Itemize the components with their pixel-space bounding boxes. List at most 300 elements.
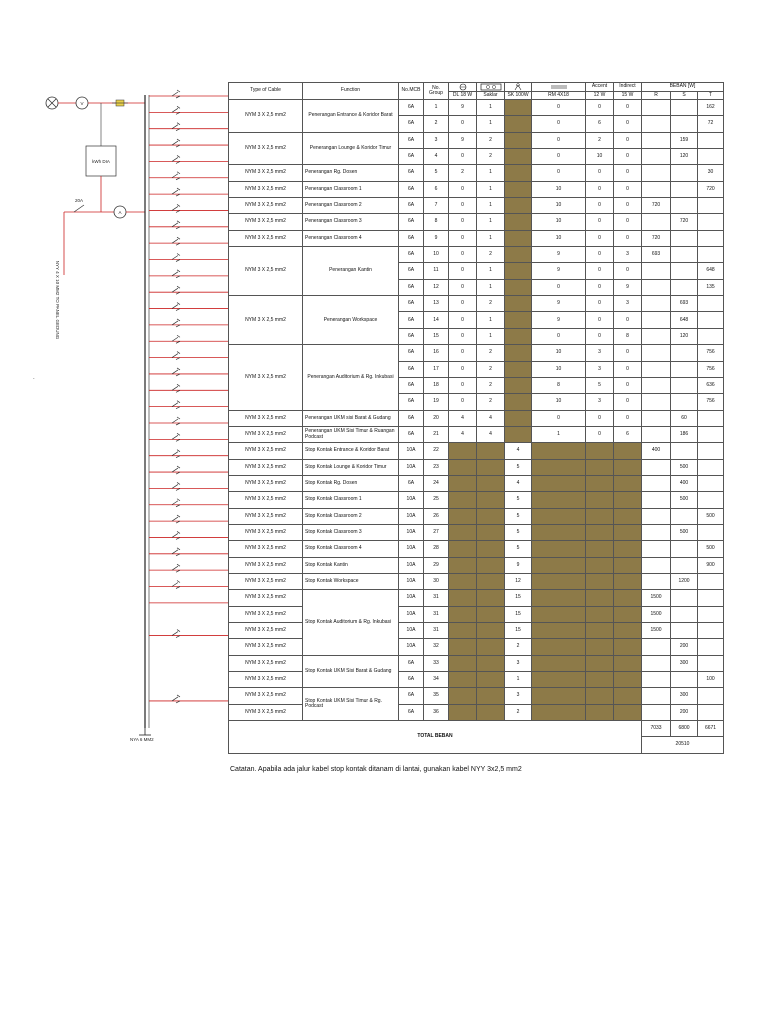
cell-load-s	[671, 557, 698, 573]
col-dl18: DL 18 W	[449, 92, 477, 100]
cell-group: 13	[424, 296, 449, 312]
cell-saklar	[477, 524, 505, 540]
cell-function: Stop Kontak Classroom 2	[303, 508, 399, 524]
cell-indirect: 0	[614, 230, 642, 246]
cell-accent	[586, 590, 614, 606]
cell-load-s	[671, 606, 698, 622]
cell-cable: NYM 3 X 2,5 mm2	[229, 296, 303, 345]
cell-load-s	[671, 541, 698, 557]
cell-dl18	[449, 475, 477, 491]
cell-function: Stop Kontak Classroom 3	[303, 524, 399, 540]
cell-accent: 5	[586, 377, 614, 393]
cell-load-s: 120	[671, 149, 698, 165]
socket-icon	[505, 83, 532, 92]
cell-load-s	[671, 443, 698, 459]
cell-dl18: 0	[449, 181, 477, 197]
single-line-diagram	[0, 0, 228, 745]
table-row	[229, 165, 724, 181]
cell-saklar: 1	[477, 214, 505, 230]
cell-load-r	[642, 132, 671, 148]
cell-sk100	[505, 426, 532, 442]
cell-saklar: 1	[477, 116, 505, 132]
cell-cable: NYM 3 X 2,5 mm2	[229, 214, 303, 230]
cell-function: Stop Kontak UKM Sisi Timur & Rg. Podcast	[303, 688, 399, 721]
cell-load-t: 30	[698, 165, 724, 181]
cell-saklar: 2	[477, 361, 505, 377]
cell-mcb: 6A	[399, 279, 424, 295]
cell-dl18	[449, 590, 477, 606]
cell-sk100: 1	[505, 672, 532, 688]
breaker-symbol-icon	[172, 630, 180, 638]
cell-sk100	[505, 410, 532, 426]
side-mark: -	[33, 376, 35, 381]
cell-group: 19	[424, 394, 449, 410]
cell-mcb: 10A	[399, 524, 424, 540]
cell-indirect: 0	[614, 263, 642, 279]
cell-saklar	[477, 443, 505, 459]
cell-rm4x18	[532, 475, 586, 491]
cell-mcb: 10A	[399, 606, 424, 622]
cell-load-t: 72	[698, 116, 724, 132]
cell-load-s	[671, 181, 698, 197]
cell-rm4x18: 9	[532, 263, 586, 279]
cell-mcb: 6A	[399, 426, 424, 442]
col-function: Function	[303, 83, 399, 100]
cell-accent	[586, 541, 614, 557]
cell-group: 22	[424, 443, 449, 459]
cell-dl18: 0	[449, 230, 477, 246]
col-rm4x18: RM 4X18	[532, 92, 586, 100]
cell-sk100	[505, 198, 532, 214]
cell-load-s: 400	[671, 475, 698, 491]
cell-load-r	[642, 312, 671, 328]
cell-saklar: 1	[477, 279, 505, 295]
cell-cable: NYM 3 X 2,5 mm2	[229, 508, 303, 524]
cell-load-r	[642, 116, 671, 132]
cell-rm4x18: 10	[532, 345, 586, 361]
total-label: TOTAL BEBAN	[229, 721, 642, 754]
cell-load-r	[642, 165, 671, 181]
cell-cable: NYM 3 X 2,5 mm2	[229, 688, 303, 704]
cell-indirect	[614, 672, 642, 688]
cell-load-s: 200	[671, 639, 698, 655]
cell-dl18	[449, 541, 477, 557]
ammeter-icon	[114, 206, 126, 218]
cell-load-s	[671, 263, 698, 279]
cell-group: 15	[424, 328, 449, 344]
cell-group: 33	[424, 655, 449, 671]
cell-dl18: 0	[449, 279, 477, 295]
cell-indirect: 0	[614, 149, 642, 165]
cell-load-s	[671, 590, 698, 606]
cell-load-s: 500	[671, 524, 698, 540]
cell-accent	[586, 573, 614, 589]
cell-load-r	[642, 296, 671, 312]
cell-indirect: 0	[614, 361, 642, 377]
cell-load-t	[698, 573, 724, 589]
cell-dl18: 0	[449, 361, 477, 377]
cell-saklar	[477, 606, 505, 622]
cell-load-r	[642, 279, 671, 295]
cell-sk100: 5	[505, 459, 532, 475]
cell-saklar	[477, 672, 505, 688]
cell-load-r	[642, 639, 671, 655]
cell-accent: 0	[586, 181, 614, 197]
cell-dl18: 0	[449, 328, 477, 344]
cell-accent: 3	[586, 345, 614, 361]
cell-indirect	[614, 704, 642, 720]
cell-rm4x18: 8	[532, 377, 586, 393]
fuse-icon	[112, 100, 128, 106]
cell-rm4x18: 1	[532, 426, 586, 442]
cell-load-t	[698, 198, 724, 214]
fluorescent-lamp-icon	[532, 83, 586, 92]
cell-load-r	[642, 459, 671, 475]
cell-load-s: 300	[671, 688, 698, 704]
cell-indirect	[614, 606, 642, 622]
cell-load-r: 1500	[642, 590, 671, 606]
cell-saklar: 2	[477, 345, 505, 361]
breaker-symbol-icon	[172, 450, 180, 458]
cell-dl18	[449, 524, 477, 540]
cell-load-s	[671, 247, 698, 263]
cell-load-r	[642, 263, 671, 279]
breaker-symbol-icon	[172, 564, 180, 572]
table-row	[229, 132, 724, 148]
cell-rm4x18	[532, 508, 586, 524]
cell-dl18: 0	[449, 394, 477, 410]
cell-mcb: 6A	[399, 247, 424, 263]
cell-accent: 6	[586, 116, 614, 132]
cell-sk100	[505, 312, 532, 328]
cell-indirect	[614, 623, 642, 639]
cell-function: Penerangan Lounge & Koridor Timur	[303, 132, 399, 165]
cell-sk100	[505, 345, 532, 361]
cell-cable: NYM 3 X 2,5 mm2	[229, 247, 303, 296]
table-row	[229, 475, 724, 491]
cell-dl18	[449, 557, 477, 573]
table-row	[229, 459, 724, 475]
cell-saklar	[477, 688, 505, 704]
cell-load-s: 720	[671, 214, 698, 230]
cell-mcb: 6A	[399, 410, 424, 426]
breaker-symbol-icon	[172, 531, 180, 539]
cell-cable: NYM 3 X 2,5 mm2	[229, 165, 303, 181]
cell-rm4x18	[532, 573, 586, 589]
kwh-meter-label: kWh DIA	[92, 159, 110, 164]
cell-rm4x18	[532, 443, 586, 459]
cell-sk100: 5	[505, 492, 532, 508]
cell-saklar: 1	[477, 328, 505, 344]
table-row	[229, 296, 724, 312]
cell-saklar	[477, 655, 505, 671]
cell-load-t	[698, 149, 724, 165]
cell-cable: NYM 3 X 2,5 mm2	[229, 623, 303, 639]
cell-sk100	[505, 279, 532, 295]
cell-rm4x18: 0	[532, 116, 586, 132]
cell-mcb: 10A	[399, 590, 424, 606]
cell-accent: 10	[586, 149, 614, 165]
cell-mcb: 10A	[399, 508, 424, 524]
cell-load-t: 100	[698, 672, 724, 688]
cell-cable: NYM 3 X 2,5 mm2	[229, 639, 303, 655]
cell-indirect	[614, 590, 642, 606]
cell-rm4x18: 10	[532, 214, 586, 230]
cell-group: 27	[424, 524, 449, 540]
cell-accent	[586, 459, 614, 475]
cell-function: Penerangan UKM Sisi Timur & Ruangan Podcast	[303, 426, 399, 442]
cell-sk100: 15	[505, 623, 532, 639]
cell-group: 14	[424, 312, 449, 328]
cell-saklar: 1	[477, 312, 505, 328]
cell-sk100	[505, 361, 532, 377]
cell-cable: NYM 3 X 2,5 mm2	[229, 606, 303, 622]
cell-dl18: 4	[449, 426, 477, 442]
cell-load-s	[671, 279, 698, 295]
cell-mcb: 6A	[399, 688, 424, 704]
table-row	[229, 345, 724, 361]
cell-group: 8	[424, 214, 449, 230]
cell-saklar: 4	[477, 426, 505, 442]
cell-mcb: 10A	[399, 459, 424, 475]
cell-function: Penerangan Auditorium & Rg. Inkubasi	[303, 345, 399, 410]
cell-load-s	[671, 198, 698, 214]
breaker-symbol-icon	[172, 221, 180, 229]
feeder-cable-label: NYY 4 X 10 MM2 TO PANEL GEDUNG	[55, 260, 60, 340]
cell-function: Stop Kontak Classroom 1	[303, 492, 399, 508]
cell-saklar	[477, 623, 505, 639]
voltmeter-icon	[76, 97, 88, 109]
cell-dl18	[449, 508, 477, 524]
table-row	[229, 573, 724, 589]
cell-load-t: 500	[698, 541, 724, 557]
cell-load-t: 756	[698, 394, 724, 410]
cell-rm4x18: 0	[532, 328, 586, 344]
cell-mcb: 6A	[399, 100, 424, 116]
cell-sk100: 4	[505, 475, 532, 491]
cell-load-r	[642, 410, 671, 426]
cell-sk100	[505, 149, 532, 165]
breaker-symbol-icon	[172, 319, 180, 327]
cell-indirect: 0	[614, 312, 642, 328]
branch-breakers	[149, 90, 228, 703]
cell-load-t	[698, 443, 724, 459]
cell-saklar	[477, 541, 505, 557]
cell-saklar: 1	[477, 263, 505, 279]
cell-load-r	[642, 345, 671, 361]
cell-load-r	[642, 394, 671, 410]
cell-group: 3	[424, 132, 449, 148]
cell-dl18	[449, 704, 477, 720]
cell-group: 24	[424, 475, 449, 491]
cell-accent	[586, 492, 614, 508]
breaker-symbol-icon	[172, 466, 180, 474]
cell-accent	[586, 557, 614, 573]
cell-dl18: 0	[449, 345, 477, 361]
breaker-symbol-icon	[172, 90, 180, 98]
breaker-symbol-icon	[172, 172, 180, 180]
cell-load-s	[671, 100, 698, 116]
cell-sk100: 15	[505, 606, 532, 622]
cell-load-s	[671, 361, 698, 377]
cell-group: 18	[424, 377, 449, 393]
cell-cable: NYM 3 X 2,5 mm2	[229, 557, 303, 573]
cell-load-t	[698, 312, 724, 328]
cell-rm4x18	[532, 623, 586, 639]
cell-load-s: 500	[671, 459, 698, 475]
table-row	[229, 688, 724, 704]
cell-mcb: 6A	[399, 165, 424, 181]
cell-load-t	[698, 623, 724, 639]
cell-dl18	[449, 459, 477, 475]
cell-sk100: 5	[505, 508, 532, 524]
cell-load-s	[671, 230, 698, 246]
ground-cable-label: NYA 6 MM2	[130, 737, 154, 742]
cell-load-r	[642, 573, 671, 589]
cell-indirect	[614, 688, 642, 704]
cell-indirect: 0	[614, 345, 642, 361]
cell-dl18: 0	[449, 312, 477, 328]
cell-indirect: 3	[614, 296, 642, 312]
cell-group: 25	[424, 492, 449, 508]
cell-saklar	[477, 492, 505, 508]
cell-load-r	[642, 492, 671, 508]
cell-indirect	[614, 508, 642, 524]
cell-group: 1	[424, 100, 449, 116]
cell-cable: NYM 3 X 2,5 mm2	[229, 573, 303, 589]
cell-mcb: 6A	[399, 149, 424, 165]
cell-group: 5	[424, 165, 449, 181]
cell-dl18	[449, 639, 477, 655]
cell-sk100	[505, 230, 532, 246]
cell-function: Penerangan Classroom 4	[303, 230, 399, 246]
cell-indirect: 8	[614, 328, 642, 344]
cell-group: 31	[424, 590, 449, 606]
cell-sk100	[505, 247, 532, 263]
cell-group: 12	[424, 279, 449, 295]
cell-indirect: 0	[614, 100, 642, 116]
cell-cable: NYM 3 X 2,5 mm2	[229, 590, 303, 606]
cell-accent: 0	[586, 426, 614, 442]
cell-sk100: 3	[505, 688, 532, 704]
cell-indirect: 6	[614, 426, 642, 442]
col-beban: BEBAN [W]	[642, 83, 724, 92]
col-indirect-top: Indirect	[614, 83, 642, 92]
cell-group: 7	[424, 198, 449, 214]
cell-load-t: 756	[698, 345, 724, 361]
breaker-symbol-icon	[172, 106, 180, 114]
cell-sk100: 5	[505, 524, 532, 540]
cell-dl18	[449, 672, 477, 688]
cell-load-s	[671, 394, 698, 410]
cell-load-r: 1500	[642, 606, 671, 622]
total-t: 6671	[698, 721, 724, 737]
cell-mcb: 6A	[399, 361, 424, 377]
cell-load-r	[642, 524, 671, 540]
cell-load-t	[698, 524, 724, 540]
breaker-symbol-icon	[172, 515, 180, 523]
cell-sk100	[505, 394, 532, 410]
cell-function: Penerangan Classroom 2	[303, 198, 399, 214]
cell-saklar	[477, 573, 505, 589]
cell-mcb: 6A	[399, 672, 424, 688]
cell-dl18	[449, 606, 477, 622]
col-sk100: SK 100W	[505, 92, 532, 100]
cell-group: 21	[424, 426, 449, 442]
cell-load-t	[698, 410, 724, 426]
col-t: T	[698, 92, 724, 100]
cell-function: Penerangan Classroom 3	[303, 214, 399, 230]
cell-load-r	[642, 475, 671, 491]
table-row	[229, 655, 724, 671]
cell-rm4x18	[532, 655, 586, 671]
cell-cable: NYM 3 X 2,5 mm2	[229, 655, 303, 671]
cell-group: 36	[424, 704, 449, 720]
cell-indirect	[614, 557, 642, 573]
cell-load-s	[671, 623, 698, 639]
cell-accent: 0	[586, 296, 614, 312]
cell-load-t	[698, 132, 724, 148]
cell-load-t	[698, 606, 724, 622]
cell-indirect	[614, 492, 642, 508]
breaker-symbol-icon	[172, 368, 180, 376]
cell-dl18: 0	[449, 263, 477, 279]
cell-saklar: 1	[477, 181, 505, 197]
cell-sk100: 3	[505, 655, 532, 671]
cell-accent	[586, 672, 614, 688]
cell-group: 35	[424, 688, 449, 704]
cell-rm4x18	[532, 492, 586, 508]
cell-load-t	[698, 247, 724, 263]
breaker-symbol-icon	[172, 401, 180, 409]
cell-group: 16	[424, 345, 449, 361]
breaker-symbol-icon	[172, 139, 180, 147]
cell-accent: 0	[586, 100, 614, 116]
cell-rm4x18	[532, 672, 586, 688]
header-row-top	[229, 83, 724, 92]
cell-load-s: 200	[671, 704, 698, 720]
cell-group: 26	[424, 508, 449, 524]
breaker-symbol-icon	[172, 695, 180, 703]
cell-indirect	[614, 459, 642, 475]
cell-function: Penerangan Classroom 1	[303, 181, 399, 197]
cell-load-s	[671, 165, 698, 181]
cell-indirect	[614, 573, 642, 589]
cell-load-s	[671, 672, 698, 688]
cell-load-r	[642, 149, 671, 165]
col-accent-top: Accent	[586, 83, 614, 92]
cell-mcb: 6A	[399, 263, 424, 279]
cell-load-r: 720	[642, 230, 671, 246]
cell-sk100: 5	[505, 541, 532, 557]
cell-cable: NYM 3 X 2,5 mm2	[229, 492, 303, 508]
cell-dl18: 2	[449, 165, 477, 181]
cell-rm4x18: 0	[532, 149, 586, 165]
col-r: R	[642, 92, 671, 100]
cell-accent	[586, 639, 614, 655]
cell-saklar	[477, 508, 505, 524]
cell-saklar: 1	[477, 165, 505, 181]
breaker-symbol-icon	[172, 417, 180, 425]
cell-group: 31	[424, 606, 449, 622]
cell-load-s: 60	[671, 410, 698, 426]
cell-saklar	[477, 557, 505, 573]
cell-sk100	[505, 263, 532, 279]
cell-saklar: 2	[477, 247, 505, 263]
mcb-load-schedule-table	[228, 82, 724, 754]
cell-sk100: 9	[505, 557, 532, 573]
col-s: S	[671, 92, 698, 100]
